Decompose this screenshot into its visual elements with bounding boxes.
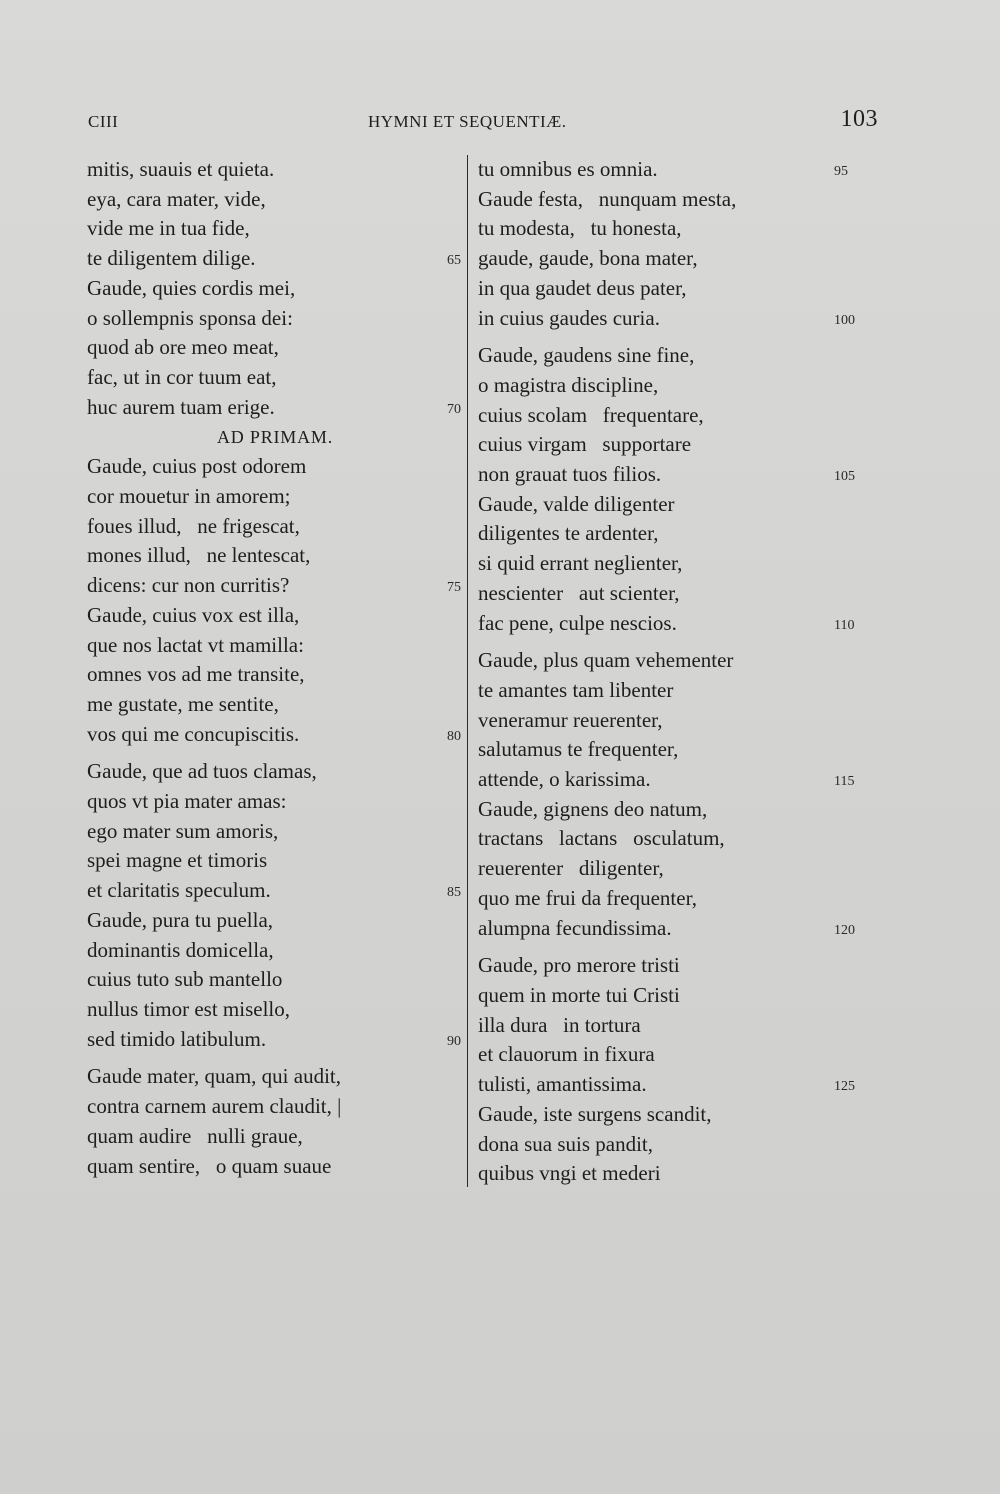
verse-text: quam sentire, o quam suaue — [87, 1153, 332, 1178]
verse-line — [87, 787, 457, 817]
verse-line — [478, 914, 868, 944]
stanza-gap — [87, 749, 457, 757]
verse-text: dona sua suis pandit, — [478, 1131, 653, 1156]
verse-line — [478, 549, 868, 579]
verse-text: veneramur reuerenter, — [478, 707, 663, 732]
running-header — [88, 106, 878, 138]
verse-line — [478, 706, 868, 736]
verse-text: Gaude, quies cordis mei, — [87, 275, 296, 300]
verse-line — [478, 1011, 868, 1041]
verse-text: salutamus te frequenter, — [478, 737, 679, 762]
verse-text: fac pene, culpe nescios. — [478, 610, 677, 635]
line-number: 85 — [447, 885, 461, 901]
verse-text: o sollempnis sponsa dei: — [87, 305, 293, 330]
verse-text: alumpna fecundissima. — [478, 915, 672, 940]
verse-line — [478, 981, 868, 1011]
verse-line — [87, 995, 457, 1025]
verse-line — [87, 876, 461, 906]
verse-line — [478, 430, 868, 460]
verse-line — [87, 244, 461, 274]
verse-line — [478, 214, 868, 244]
verse-line — [478, 371, 868, 401]
verse-text: in qua gaudet deus pater, — [478, 275, 687, 300]
verse-text: mones illud, ne lentescat, — [87, 543, 311, 568]
line-number: 70 — [447, 401, 461, 417]
verse-line — [87, 906, 457, 936]
verse-text: fac, ut in cor tuum eat, — [87, 364, 277, 389]
verse-text: que nos lactat vt mamilla: — [87, 632, 304, 657]
verse-line — [478, 676, 868, 706]
verse-text: omnes vos ad me transite, — [87, 662, 305, 687]
verse-line — [478, 401, 868, 431]
verse-text: te diligentem dilige. — [87, 246, 256, 271]
verse-text: tulisti, amantissima. — [478, 1072, 647, 1097]
verse-text: vos qui me concupiscitis. — [87, 721, 300, 746]
verse-text: quod ab ore meo meat, — [87, 335, 279, 360]
verse-line — [87, 1025, 461, 1055]
verse-line — [478, 579, 868, 609]
verse-line — [87, 601, 457, 631]
stanza-gap — [478, 333, 868, 341]
line-number: 90 — [447, 1033, 461, 1049]
verse-text: quibus vngi et mederi — [478, 1161, 661, 1186]
verse-line — [87, 452, 457, 482]
verse-line — [87, 1092, 457, 1122]
verse-line — [478, 1159, 868, 1189]
verse-line — [87, 155, 457, 185]
verse-line — [87, 720, 461, 750]
section-heading: AD PRIMAM. — [217, 427, 334, 448]
verse-text: ego mater sum amoris, — [87, 818, 279, 843]
verse-text: Gaude, iste surgens scandit, — [478, 1101, 712, 1126]
verse-text: Gaude, gaudens sine fine, — [478, 343, 695, 368]
verse-text: quos vt pia mater amas: — [87, 789, 287, 814]
verse-line — [87, 631, 457, 661]
verse-text: in cuius gaudes curia. — [478, 305, 660, 330]
verse-line — [478, 1100, 868, 1130]
verse-text: eya, cara mater, vide, — [87, 186, 266, 211]
verse-line — [87, 660, 457, 690]
verse-text: huc aurem tuam erige. — [87, 394, 275, 419]
verse-line — [478, 951, 868, 981]
line-number: 75 — [447, 580, 461, 596]
verse-text: attende, o karissima. — [478, 767, 651, 792]
verse-text: cuius virgam supportare — [478, 432, 692, 457]
verse-text: Gaude, pro merore tristi — [478, 953, 680, 978]
verse-line — [478, 341, 868, 371]
verse-line — [478, 1040, 868, 1070]
verse-text: gaude, gaude, bona mater, — [478, 246, 698, 271]
verse-text: nescienter aut scienter, — [478, 580, 680, 605]
verse-line — [478, 824, 868, 854]
verse-line — [478, 460, 868, 490]
verse-line — [478, 735, 868, 765]
verse-text: Gaude mater, quam, qui audit, — [87, 1064, 341, 1089]
line-number: 100 — [834, 312, 855, 328]
line-number: 125 — [834, 1079, 855, 1095]
left-column — [87, 155, 461, 1181]
verse-line — [87, 482, 457, 512]
verse-text: dicens: cur non curritis? — [87, 573, 290, 598]
right-column — [478, 155, 868, 1189]
verse-text: nullus timor est misello, — [87, 996, 290, 1021]
verse-line — [478, 609, 868, 639]
verse-line — [478, 185, 868, 215]
column-divider — [467, 155, 468, 1187]
verse-text: et claritatis speculum. — [87, 878, 271, 903]
verse-line — [87, 846, 457, 876]
verse-line — [478, 274, 868, 304]
verse-text: et clauorum in fixura — [478, 1042, 655, 1067]
verse-line — [87, 690, 457, 720]
verse-text: mitis, suauis et quieta. — [87, 157, 275, 181]
verse-line — [87, 817, 457, 847]
verse-text: Gaude festa, nunquam mesta, — [478, 186, 737, 211]
section-number: CIII — [88, 112, 119, 131]
line-number: 105 — [834, 469, 855, 485]
verse-line — [87, 393, 461, 423]
verse-text: dominantis domicella, — [87, 937, 274, 962]
line-number: 115 — [834, 774, 855, 790]
verse-line — [87, 1062, 457, 1092]
verse-text: sed timido latibulum. — [87, 1026, 267, 1051]
verse-text: quo me frui da frequenter, — [478, 885, 697, 910]
line-number: 95 — [834, 164, 848, 179]
verse-text: quam audire nulli graue, — [87, 1123, 303, 1148]
verse-line — [87, 363, 457, 393]
verse-text: me gustate, me sentite, — [87, 691, 279, 716]
verse-text: non grauat tuos filios. — [478, 462, 662, 487]
verse-text: o magistra discipline, — [478, 372, 659, 397]
verse-text: Gaude, gignens deo natum, — [478, 796, 708, 821]
verse-text: Gaude, plus quam vehementer — [478, 648, 734, 673]
line-number: 80 — [447, 728, 461, 744]
verse-text: tractans lactans osculatum, — [478, 826, 725, 851]
verse-text: cuius tuto sub mantello — [87, 967, 283, 992]
verse-line — [478, 765, 868, 795]
verse-text: foues illud, ne frigescat, — [87, 513, 300, 538]
verse-text: vide me in tua fide, — [87, 216, 250, 241]
verse-text: quem in morte tui Cristi — [478, 982, 680, 1007]
verse-line — [87, 757, 457, 787]
verse-line — [87, 541, 457, 571]
verse-line — [478, 1070, 868, 1100]
verse-line — [478, 490, 868, 520]
page-number: 103 — [840, 106, 878, 132]
verse-text: Gaude, cuius post odorem — [87, 454, 307, 479]
verse-line — [478, 304, 868, 334]
verse-text: illa dura in tortura — [478, 1012, 641, 1037]
verse-text: Gaude, que ad tuos clamas, — [87, 759, 317, 784]
verse-text: Gaude, cuius vox est illa, — [87, 602, 300, 627]
verse-line — [478, 646, 868, 676]
verse-line — [478, 519, 868, 549]
verse-line — [478, 884, 868, 914]
verse-line — [87, 1122, 457, 1152]
verse-text: reuerenter diligenter, — [478, 856, 664, 881]
stanza-gap — [478, 943, 868, 951]
verse-line — [87, 274, 457, 304]
verse-line — [87, 936, 457, 966]
verse-line — [87, 512, 457, 542]
verse-text: si quid errant neglienter, — [478, 551, 683, 576]
verse-line — [478, 1130, 868, 1160]
verse-line — [87, 1152, 457, 1182]
verse-line — [478, 155, 868, 185]
verse-line — [478, 854, 868, 884]
line-number: 120 — [834, 922, 855, 938]
stanza-gap — [87, 1054, 457, 1062]
verse-text: tu modesta, tu honesta, — [478, 216, 682, 241]
verse-text: te amantes tam libenter — [478, 677, 674, 702]
line-number: 110 — [834, 617, 855, 633]
verse-text: cor mouetur in amorem; — [87, 484, 291, 509]
verse-text: Gaude, pura tu puella, — [87, 907, 274, 932]
verse-text: contra carnem aurem claudit, | — [87, 1094, 342, 1119]
verse-line — [478, 795, 868, 825]
verse-text: cuius scolam frequentare, — [478, 402, 704, 427]
verse-line — [87, 571, 461, 601]
verse-text: spei magne et timoris — [87, 848, 268, 873]
verse-text: Gaude, valde diligenter — [478, 491, 675, 516]
verse-line — [87, 965, 457, 995]
line-number: 65 — [447, 253, 461, 269]
stanza-gap — [478, 638, 868, 646]
verse-line — [87, 214, 457, 244]
verse-line — [478, 244, 868, 274]
verse-line — [87, 185, 457, 215]
verse-line — [87, 304, 457, 334]
running-title: HYMNI ET SEQUENTIÆ. — [368, 112, 567, 131]
verse-line — [87, 333, 457, 363]
verse-text: tu omnibus es omnia. — [478, 157, 658, 181]
verse-text: diligentes te ardenter, — [478, 521, 659, 546]
